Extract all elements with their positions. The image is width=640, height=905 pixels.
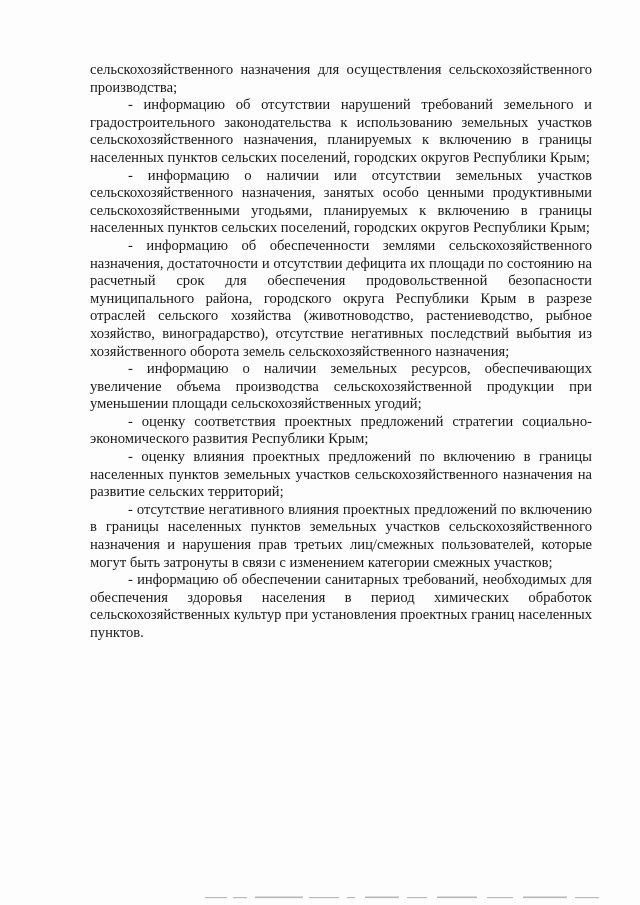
paragraph-8: - отсутствие негативного влияния проектных предложений по включению в границы населенных пунктов земельных участков сельскохозяйственного назначения и нарушения прав третьих лиц/смежных пользователей, которые могут быть затронуты в связи с изменением категории смежных участков; [90,501,592,571]
paragraph-4: - информацию об обеспеченности землями сельскохозяйственного назначения, достаточности и отсутствии дефицита их площади по состоянию на расчетный срок для обеспечения продовольственной безопасности муниципального района, городского округа Республики Крым в разрезе отраслей сельского хозяйства (животноводство, растениеводство, рыбное хозяйство, виноградарство), отсутствие негативных последствий выбытия из хозяйственного оборота земель сельскохозяйственного назначения; [90,237,592,360]
paragraph-6: - оценку соответствия проектных предложений стратегии социально-экономического развития Республики Крым; [90,413,592,448]
paragraph-5: - информацию о наличии земельных ресурсов, обеспечивающих увеличение объема производства сельскохозяйственной продукции при уменьшении площади сельскохозяйственных угодий; [90,361,592,413]
paragraph-9: - информацию об обеспечении санитарных требований, необходимых для обеспечения здоровья населения в период химических обработок сельскохозяйственных культур при установления проектных границ населенных пунктов. [90,572,592,641]
paragraph-7: - оценку влияния проектных предложений по включению в границы населенных пунктов земельных участков сельскохозяйственного назначения на развитие сельских территорий; [90,449,592,501]
document-body [90,62,592,643]
paragraph-3: - информацию о наличии или отсутствии земельных участков сельскохозяйственного назначения, занятых особо ценными продуктивными сельскохозяйственными угодьями, планируемых к включению в границы населенных пунктов сельских поселений, городских округов Республики Крым; [90,167,592,237]
scan-artifact-marks [205,896,605,900]
paragraph-2: - информацию об отсутствии нарушений требований земельного и градостроительного законодательства к использованию земельных участков сельскохозяйственного назначения, планируемых к включению в границы населенных пунктов сельских поселений, городских округов Республики Крым; [90,97,592,166]
paragraph-1: сельскохозяйственного назначения для осуществления сельскохозяйственного производства; [90,62,592,96]
